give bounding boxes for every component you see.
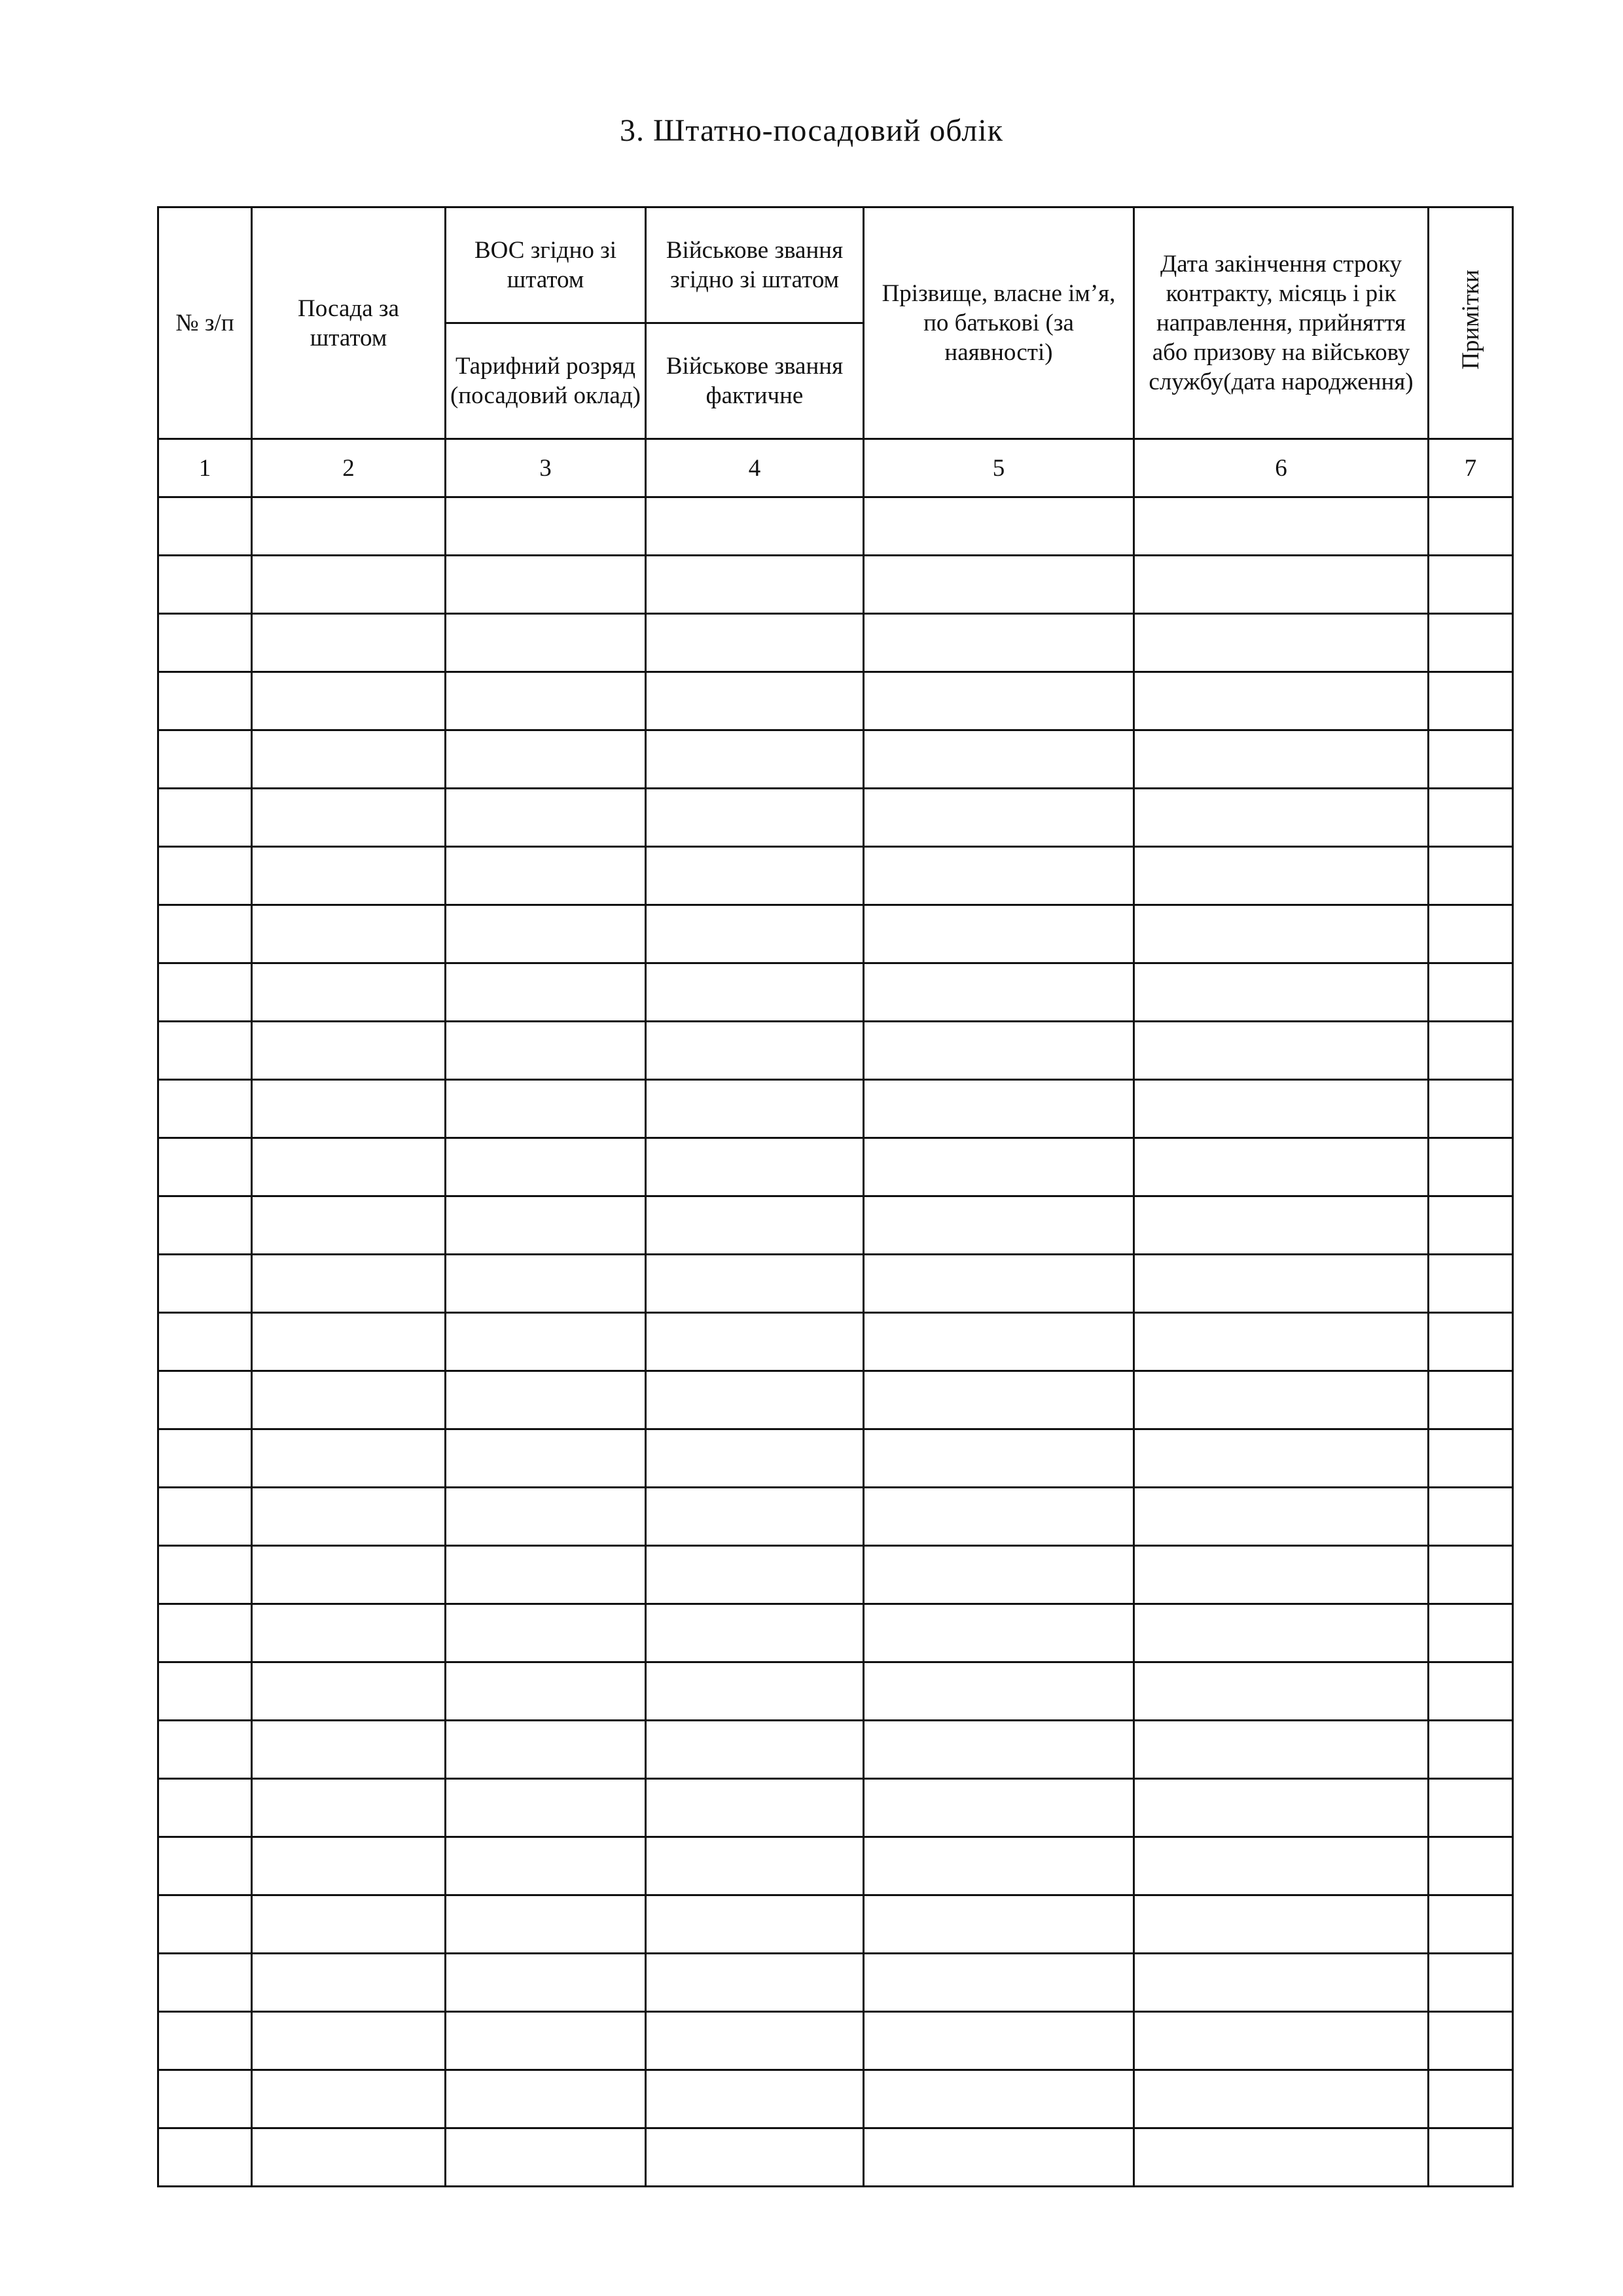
table-cell[interactable] bbox=[252, 2012, 446, 2070]
table-cell[interactable] bbox=[446, 1255, 646, 1313]
table-cell[interactable] bbox=[446, 1954, 646, 2012]
table-cell[interactable] bbox=[1134, 963, 1429, 1022]
table-cell[interactable] bbox=[646, 1779, 864, 1837]
table-cell[interactable] bbox=[646, 963, 864, 1022]
table-row bbox=[158, 905, 1513, 963]
table-cell[interactable] bbox=[1134, 1488, 1429, 1546]
table-cell[interactable] bbox=[252, 2070, 446, 2128]
table-cell[interactable] bbox=[158, 1196, 252, 1255]
table-cell[interactable] bbox=[446, 1196, 646, 1255]
table-cell[interactable] bbox=[158, 1488, 252, 1546]
table-row bbox=[158, 1662, 1513, 1721]
table-cell[interactable] bbox=[864, 556, 1134, 614]
table-cell[interactable] bbox=[1429, 2128, 1513, 2187]
table-cell[interactable] bbox=[1429, 1662, 1513, 1721]
table-cell[interactable] bbox=[1134, 1196, 1429, 1255]
table-cell[interactable] bbox=[1134, 847, 1429, 905]
table-cell[interactable] bbox=[1134, 1721, 1429, 1779]
table-cell[interactable] bbox=[646, 1604, 864, 1662]
table-row bbox=[158, 847, 1513, 905]
table-cell[interactable] bbox=[646, 1371, 864, 1429]
table-cell[interactable] bbox=[158, 1721, 252, 1779]
table-cell[interactable] bbox=[1429, 1837, 1513, 1895]
table-row bbox=[158, 497, 1513, 556]
table-row bbox=[158, 963, 1513, 1022]
table-cell[interactable] bbox=[646, 1488, 864, 1546]
table-cell[interactable] bbox=[252, 1371, 446, 1429]
table-cell[interactable] bbox=[646, 1313, 864, 1371]
table-cell[interactable] bbox=[646, 905, 864, 963]
table-cell[interactable] bbox=[864, 1604, 1134, 1662]
table-cell[interactable] bbox=[446, 905, 646, 963]
table-cell[interactable] bbox=[252, 1022, 446, 1080]
table-cell[interactable] bbox=[158, 2070, 252, 2128]
table-cell[interactable] bbox=[252, 2128, 446, 2187]
table-cell[interactable] bbox=[446, 1371, 646, 1429]
table-cell[interactable] bbox=[446, 672, 646, 730]
table-cell[interactable] bbox=[446, 1488, 646, 1546]
table-cell[interactable] bbox=[252, 1138, 446, 1196]
table-cell[interactable] bbox=[1134, 1138, 1429, 1196]
table-cell[interactable] bbox=[158, 672, 252, 730]
table-row bbox=[158, 1313, 1513, 1371]
table-cell[interactable] bbox=[446, 1313, 646, 1371]
table-cell[interactable] bbox=[158, 1313, 252, 1371]
table-cell[interactable] bbox=[158, 2128, 252, 2187]
table-cell[interactable] bbox=[1134, 497, 1429, 556]
table-row bbox=[158, 1138, 1513, 1196]
table-cell[interactable] bbox=[1429, 2070, 1513, 2128]
column-number: 6 bbox=[1134, 439, 1429, 497]
table-cell[interactable] bbox=[1134, 1080, 1429, 1138]
table-cell[interactable] bbox=[864, 1837, 1134, 1895]
table-cell[interactable] bbox=[158, 1779, 252, 1837]
table-cell[interactable] bbox=[446, 1779, 646, 1837]
table-cell[interactable] bbox=[1429, 1138, 1513, 1196]
table-cell[interactable] bbox=[1429, 1429, 1513, 1488]
table-cell[interactable] bbox=[1134, 614, 1429, 672]
table-cell[interactable] bbox=[252, 847, 446, 905]
table-cell[interactable] bbox=[1429, 1954, 1513, 2012]
table-cell[interactable] bbox=[864, 2012, 1134, 2070]
table-row bbox=[158, 1255, 1513, 1313]
table-cell[interactable] bbox=[446, 1837, 646, 1895]
table-cell[interactable] bbox=[1429, 1196, 1513, 1255]
table-cell[interactable] bbox=[1429, 847, 1513, 905]
table-row bbox=[158, 614, 1513, 672]
table-cell[interactable] bbox=[864, 1662, 1134, 1721]
table-cell[interactable] bbox=[646, 1721, 864, 1779]
table-cell[interactable] bbox=[646, 1662, 864, 1721]
header-actual-rank: Військове звання фактичне bbox=[646, 323, 864, 439]
table-row bbox=[158, 1371, 1513, 1429]
table-cell[interactable] bbox=[864, 1895, 1134, 1954]
table-cell[interactable] bbox=[1429, 1022, 1513, 1080]
table-cell[interactable] bbox=[864, 1138, 1134, 1196]
table-cell[interactable] bbox=[1134, 1837, 1429, 1895]
table-cell[interactable] bbox=[646, 556, 864, 614]
table-cell[interactable] bbox=[158, 614, 252, 672]
table-cell[interactable] bbox=[1429, 672, 1513, 730]
table-cell[interactable] bbox=[864, 2070, 1134, 2128]
table-cell[interactable] bbox=[864, 1371, 1134, 1429]
table-cell[interactable] bbox=[1134, 1779, 1429, 1837]
table-cell[interactable] bbox=[646, 672, 864, 730]
table-row bbox=[158, 2070, 1513, 2128]
header-rank-by-staff: Військове звання згідно зі штатом bbox=[646, 207, 864, 323]
table-cell[interactable] bbox=[252, 1196, 446, 1255]
table-cell[interactable] bbox=[646, 1837, 864, 1895]
table-cell[interactable] bbox=[864, 1488, 1134, 1546]
table-cell[interactable] bbox=[864, 1022, 1134, 1080]
table-cell[interactable] bbox=[446, 1604, 646, 1662]
table-row bbox=[158, 1721, 1513, 1779]
table-cell[interactable] bbox=[446, 1895, 646, 1954]
table-cell[interactable] bbox=[158, 2012, 252, 2070]
table-cell[interactable] bbox=[1429, 789, 1513, 847]
table-cell[interactable] bbox=[646, 2128, 864, 2187]
table-cell[interactable] bbox=[864, 672, 1134, 730]
table-cell[interactable] bbox=[252, 1837, 446, 1895]
table-row bbox=[158, 1546, 1513, 1604]
table-cell[interactable] bbox=[446, 1080, 646, 1138]
table-row bbox=[158, 1080, 1513, 1138]
table-cell[interactable] bbox=[1429, 1080, 1513, 1138]
table-cell[interactable] bbox=[252, 556, 446, 614]
table-cell[interactable] bbox=[252, 1313, 446, 1371]
table-cell[interactable] bbox=[1134, 1313, 1429, 1371]
table-cell[interactable] bbox=[864, 963, 1134, 1022]
table-cell[interactable] bbox=[864, 789, 1134, 847]
table-cell[interactable] bbox=[864, 847, 1134, 905]
table-cell[interactable] bbox=[864, 2128, 1134, 2187]
table-cell[interactable] bbox=[1429, 963, 1513, 1022]
table-cell[interactable] bbox=[446, 556, 646, 614]
column-number: 2 bbox=[252, 439, 446, 497]
table-cell[interactable] bbox=[1429, 556, 1513, 614]
table-cell[interactable] bbox=[1134, 1662, 1429, 1721]
table-cell[interactable] bbox=[1134, 905, 1429, 963]
table-cell[interactable] bbox=[646, 2070, 864, 2128]
table-row bbox=[158, 730, 1513, 789]
table-cell[interactable] bbox=[1134, 1255, 1429, 1313]
table-cell[interactable] bbox=[1134, 556, 1429, 614]
table-cell[interactable] bbox=[158, 963, 252, 1022]
table-cell[interactable] bbox=[158, 730, 252, 789]
table-cell[interactable] bbox=[158, 1255, 252, 1313]
table-cell[interactable] bbox=[158, 789, 252, 847]
table-cell[interactable] bbox=[1429, 1721, 1513, 1779]
header-number: № з/п bbox=[158, 207, 252, 439]
table-cell[interactable] bbox=[158, 1604, 252, 1662]
table-cell[interactable] bbox=[252, 1255, 446, 1313]
table-row bbox=[158, 1488, 1513, 1546]
table-cell[interactable] bbox=[252, 497, 446, 556]
table-row bbox=[158, 556, 1513, 614]
table-cell[interactable] bbox=[252, 730, 446, 789]
table-cell[interactable] bbox=[646, 1196, 864, 1255]
table-cell[interactable] bbox=[446, 1546, 646, 1604]
header-tariff-grade: Тарифний розряд (посадовий оклад) bbox=[446, 323, 646, 439]
table-cell[interactable] bbox=[252, 905, 446, 963]
staffing-table bbox=[157, 206, 1514, 2187]
page-title: 3. Штатно-посадовий облік bbox=[619, 113, 1004, 148]
table-cell[interactable] bbox=[252, 614, 446, 672]
table-row bbox=[158, 1954, 1513, 2012]
column-number: 1 bbox=[158, 439, 252, 497]
table-cell[interactable] bbox=[864, 1196, 1134, 1255]
table-cell[interactable] bbox=[158, 1895, 252, 1954]
table-cell[interactable] bbox=[864, 1546, 1134, 1604]
table-cell[interactable] bbox=[864, 497, 1134, 556]
table-row bbox=[158, 672, 1513, 730]
table-cell[interactable] bbox=[864, 1313, 1134, 1371]
table-cell[interactable] bbox=[1429, 497, 1513, 556]
table-cell[interactable] bbox=[1134, 2128, 1429, 2187]
table-cell[interactable] bbox=[158, 556, 252, 614]
table-cell[interactable] bbox=[1429, 614, 1513, 672]
table-cell[interactable] bbox=[864, 1080, 1134, 1138]
table-cell[interactable] bbox=[446, 789, 646, 847]
table-cell[interactable] bbox=[252, 1080, 446, 1138]
table-cell[interactable] bbox=[646, 847, 864, 905]
table-cell[interactable] bbox=[158, 497, 252, 556]
table-cell[interactable] bbox=[158, 1022, 252, 1080]
table-cell[interactable] bbox=[158, 1837, 252, 1895]
table-cell[interactable] bbox=[864, 1255, 1134, 1313]
table-row bbox=[158, 2012, 1513, 2070]
table-cell[interactable] bbox=[1134, 672, 1429, 730]
table-cell[interactable] bbox=[158, 1954, 252, 2012]
table-cell[interactable] bbox=[646, 1022, 864, 1080]
table-cell[interactable] bbox=[1134, 1429, 1429, 1488]
table-cell[interactable] bbox=[864, 1429, 1134, 1488]
table-cell[interactable] bbox=[158, 847, 252, 905]
table-cell[interactable] bbox=[158, 1662, 252, 1721]
table-row bbox=[158, 1604, 1513, 1662]
table-cell[interactable] bbox=[446, 2070, 646, 2128]
table-cell[interactable] bbox=[158, 1371, 252, 1429]
table-row bbox=[158, 2128, 1513, 2187]
table-cell[interactable] bbox=[158, 905, 252, 963]
table-cell[interactable] bbox=[646, 1546, 864, 1604]
column-number: 7 bbox=[1429, 439, 1513, 497]
table-cell[interactable] bbox=[252, 1895, 446, 1954]
table-cell[interactable] bbox=[1134, 2070, 1429, 2128]
table-row bbox=[158, 1022, 1513, 1080]
table-cell[interactable] bbox=[1429, 730, 1513, 789]
table-cell[interactable] bbox=[864, 1721, 1134, 1779]
table-cell[interactable] bbox=[1134, 1022, 1429, 1080]
table-cell[interactable] bbox=[252, 1662, 446, 1721]
table-cell[interactable] bbox=[446, 730, 646, 789]
table-row bbox=[158, 1837, 1513, 1895]
table-cell[interactable] bbox=[252, 1429, 446, 1488]
column-number-row bbox=[158, 439, 1513, 497]
table-cell[interactable] bbox=[646, 2012, 864, 2070]
table-cell[interactable] bbox=[1429, 1895, 1513, 1954]
table-cell[interactable] bbox=[252, 963, 446, 1022]
header-notes: Примітки bbox=[1429, 207, 1513, 439]
column-number: 4 bbox=[646, 439, 864, 497]
table-cell[interactable] bbox=[446, 1429, 646, 1488]
table-cell[interactable] bbox=[446, 1662, 646, 1721]
table-cell[interactable] bbox=[446, 1721, 646, 1779]
header-vos: ВОС згідно зі штатом bbox=[446, 207, 646, 323]
table-cell[interactable] bbox=[1134, 1604, 1429, 1662]
column-number: 3 bbox=[446, 439, 646, 497]
table-row bbox=[158, 1895, 1513, 1954]
header-contract-date: Дата закінчення строку контракту, місяць і рік направлення, прийняття або призову на військову службу(дата народження) bbox=[1134, 207, 1429, 439]
table-cell[interactable] bbox=[864, 1954, 1134, 2012]
table-cell[interactable] bbox=[1429, 1371, 1513, 1429]
table-cell[interactable] bbox=[1429, 1313, 1513, 1371]
table-cell[interactable] bbox=[864, 730, 1134, 789]
table-cell[interactable] bbox=[646, 1954, 864, 2012]
table-cell[interactable] bbox=[1429, 905, 1513, 963]
table-cell[interactable] bbox=[1429, 1604, 1513, 1662]
table-cell[interactable] bbox=[446, 1138, 646, 1196]
table-cell[interactable] bbox=[158, 1080, 252, 1138]
table-cell[interactable] bbox=[252, 1721, 446, 1779]
table-cell[interactable] bbox=[1429, 1488, 1513, 1546]
table-cell[interactable] bbox=[1134, 2012, 1429, 2070]
table-cell[interactable] bbox=[646, 730, 864, 789]
table-cell[interactable] bbox=[1134, 730, 1429, 789]
header-full-name: Прізвище, власне ім’я, по батькові (за наявності) bbox=[864, 207, 1134, 439]
table-cell[interactable] bbox=[446, 614, 646, 672]
table-cell[interactable] bbox=[158, 1138, 252, 1196]
table-cell[interactable] bbox=[1429, 2012, 1513, 2070]
table-cell[interactable] bbox=[646, 1080, 864, 1138]
table-cell[interactable] bbox=[1429, 1779, 1513, 1837]
table-cell[interactable] bbox=[646, 1895, 864, 1954]
table-cell[interactable] bbox=[252, 1954, 446, 2012]
table-cell[interactable] bbox=[864, 614, 1134, 672]
table-cell[interactable] bbox=[252, 1779, 446, 1837]
column-number: 5 bbox=[864, 439, 1134, 497]
table-cell[interactable] bbox=[446, 1022, 646, 1080]
table-cell[interactable] bbox=[158, 1429, 252, 1488]
table-cell[interactable] bbox=[446, 2012, 646, 2070]
table-cell[interactable] bbox=[446, 847, 646, 905]
table-cell[interactable] bbox=[252, 1546, 446, 1604]
table-cell[interactable] bbox=[252, 789, 446, 847]
table-cell[interactable] bbox=[646, 1429, 864, 1488]
table-cell[interactable] bbox=[446, 2128, 646, 2187]
table-cell[interactable] bbox=[1134, 789, 1429, 847]
table-cell[interactable] bbox=[646, 497, 864, 556]
table-cell[interactable] bbox=[1134, 1546, 1429, 1604]
table-cell[interactable] bbox=[252, 672, 446, 730]
table-row bbox=[158, 1429, 1513, 1488]
table-row bbox=[158, 1779, 1513, 1837]
table-cell[interactable] bbox=[252, 1604, 446, 1662]
table-cell[interactable] bbox=[1134, 1371, 1429, 1429]
table-row bbox=[158, 789, 1513, 847]
table-cell[interactable] bbox=[1429, 1255, 1513, 1313]
table-cell[interactable] bbox=[252, 1488, 446, 1546]
table-cell[interactable] bbox=[1429, 1546, 1513, 1604]
table-cell[interactable] bbox=[646, 1255, 864, 1313]
table-cell[interactable] bbox=[646, 1138, 864, 1196]
header-position: Посада за штатом bbox=[252, 207, 446, 439]
table-cell[interactable] bbox=[446, 963, 646, 1022]
table-row bbox=[158, 1196, 1513, 1255]
table-cell[interactable] bbox=[1134, 1895, 1429, 1954]
table-cell[interactable] bbox=[446, 497, 646, 556]
table-cell[interactable] bbox=[1134, 1954, 1429, 2012]
table-cell[interactable] bbox=[864, 1779, 1134, 1837]
table-cell[interactable] bbox=[158, 1546, 252, 1604]
table-cell[interactable] bbox=[646, 614, 864, 672]
table-cell[interactable] bbox=[864, 905, 1134, 963]
table-cell[interactable] bbox=[646, 789, 864, 847]
